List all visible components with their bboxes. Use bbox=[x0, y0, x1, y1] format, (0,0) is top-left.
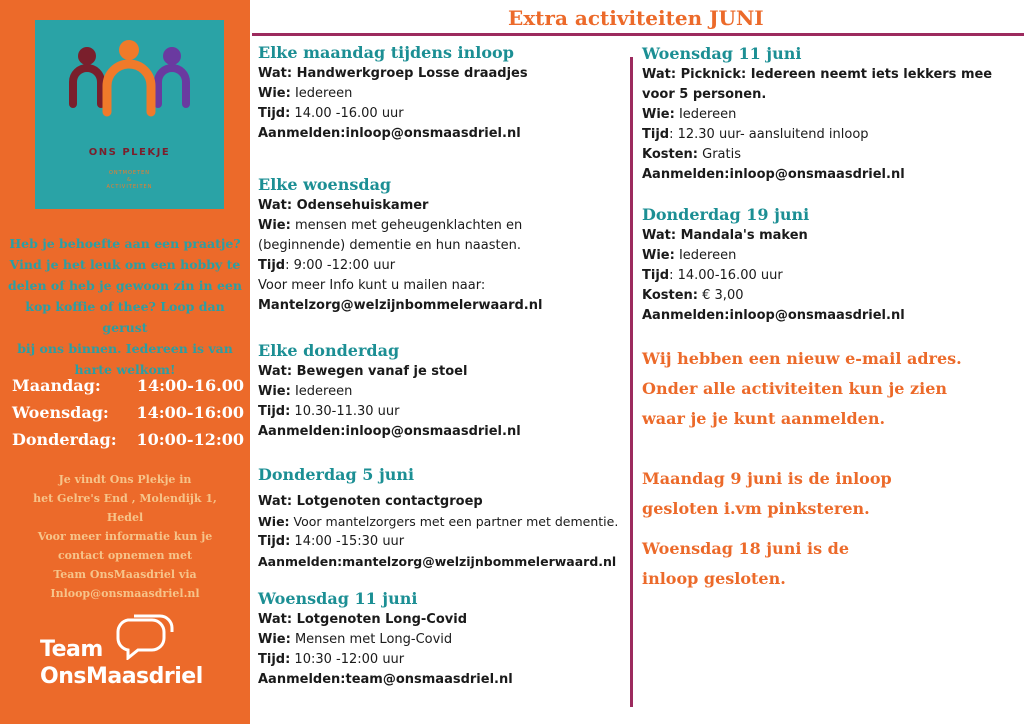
hours-time: 10:00-12:00 bbox=[136, 430, 244, 449]
notice-line: Maandag 9 juni is de inloop bbox=[642, 469, 892, 488]
intro-line: Heb je behoefte aan een praatje? bbox=[9, 236, 241, 251]
notice-line: waar je je kunt aanmelden. bbox=[642, 409, 886, 428]
activity-signup[interactable]: Aanmelden:team@onsmaasdriel.nl bbox=[258, 672, 513, 687]
activity-signup[interactable]: Aanmelden:inloop@onsmaasdriel.nl bbox=[642, 308, 905, 323]
activity-line: voor 5 personen. bbox=[642, 87, 767, 102]
activity-line: Wat: Bewegen vanaf je stoel bbox=[258, 364, 468, 379]
hours-time: 14:00-16.00 bbox=[136, 376, 244, 395]
logo-subtitle-3: ACTIVITEITEN bbox=[106, 184, 153, 190]
activity-line: (beginnende) dementie en hun naasten. bbox=[258, 238, 521, 253]
activity-line: Kosten: € 3,00 bbox=[642, 288, 744, 303]
activity-line: Wie: mensen met geheugenklachten en bbox=[258, 218, 523, 233]
activity-block-wednesday bbox=[258, 174, 542, 316]
activity-line: Wie: Voor mantelzorgers met een partner met dementie. bbox=[258, 514, 619, 529]
activity-signup[interactable]: Mantelzorg@welzijnbommelerwaard.nl bbox=[258, 298, 543, 313]
activity-block-june-11-covid bbox=[258, 588, 513, 690]
info-line: Hedel bbox=[106, 511, 144, 524]
activity-block-june-19 bbox=[642, 204, 905, 326]
activity-line: Tijd: 14.00-16.00 uur bbox=[642, 268, 783, 283]
info-line: Voor meer informatie kun je bbox=[37, 530, 213, 543]
activity-line: Wie: Iedereen bbox=[258, 86, 353, 101]
activity-line: Wie: Mensen met Long-Covid bbox=[258, 632, 453, 647]
notice-closed-june-18 bbox=[642, 534, 849, 594]
activity-heading: Woensdag 11 juni bbox=[642, 44, 802, 63]
notice-line: Wij hebben een nieuw e-mail adres. bbox=[642, 349, 962, 368]
intro-line: delen of heb je gewoon zin in een bbox=[8, 278, 242, 293]
people-icon bbox=[35, 20, 224, 140]
activity-block-june-11-picnic bbox=[642, 43, 992, 185]
notice-line: gesloten i.vm pinksteren. bbox=[642, 499, 870, 518]
team-logo-line: OnsMaasdriel bbox=[40, 664, 203, 689]
activity-line: Wie: Iedereen bbox=[642, 248, 737, 263]
activity-line: Tijd: 10.30-11.30 uur bbox=[258, 404, 400, 419]
page-title: Extra activiteiten JUNI bbox=[508, 6, 764, 30]
hours-time: 14:00-16:00 bbox=[136, 403, 244, 422]
notice-closed-june-9 bbox=[642, 464, 892, 524]
info-line: Team OnsMaasdriel via bbox=[53, 568, 197, 581]
notice-line: Woensdag 18 juni is de bbox=[642, 539, 850, 558]
intro-line: bij ons binnen. Iedereen is van bbox=[17, 341, 233, 356]
activity-line: Wie: Iedereen bbox=[642, 107, 737, 122]
info-line: Je vindt Ons Plekje in bbox=[58, 473, 192, 486]
activity-heading: Woensdag 11 juni bbox=[258, 589, 418, 608]
activity-line: Wie: Iedereen bbox=[258, 384, 353, 399]
hours-row bbox=[12, 426, 244, 453]
activity-block-thursday bbox=[258, 340, 521, 442]
hours-row bbox=[12, 372, 244, 399]
sidebar bbox=[0, 0, 250, 724]
activity-line: Wat: Picknick: Iedereen neemt iets lekkers mee bbox=[642, 67, 993, 82]
activity-heading: Elke woensdag bbox=[258, 175, 392, 194]
activity-line: Wat: Mandala's maken bbox=[642, 228, 808, 243]
info-line: contact opnemen met bbox=[57, 549, 193, 562]
activity-block-june-5 bbox=[258, 464, 618, 572]
info-line: het Gelre's End , Molendijk 1, bbox=[33, 492, 217, 505]
activity-heading: Elke donderdag bbox=[258, 341, 400, 360]
intro-text bbox=[6, 233, 244, 380]
activity-line: Tijd: 14:00 -15:30 uur bbox=[258, 534, 405, 549]
hours-day: Donderdag: bbox=[12, 430, 117, 449]
hours-day: Woensdag: bbox=[12, 403, 109, 422]
activity-line: Tijd: 14.00 -16.00 uur bbox=[258, 106, 404, 121]
logo-subtitle-2: & bbox=[127, 177, 132, 183]
notice-new-email bbox=[642, 344, 962, 434]
ons-plekje-logo bbox=[35, 20, 224, 209]
activity-line: Wat: Lotgenoten contactgroep bbox=[258, 494, 483, 509]
intro-line: Vind je het leuk om een hobby te bbox=[9, 257, 241, 272]
notice-line: inloop gesloten. bbox=[642, 569, 786, 588]
activity-line: Voor meer Info kunt u mailen naar: bbox=[258, 278, 486, 293]
logo-subtitle-1: ONTMOETEN bbox=[108, 170, 151, 176]
activity-line: Tijd: 12.30 uur- aansluitend inloop bbox=[642, 127, 869, 142]
activity-line: Tijd: 10:30 -12:00 uur bbox=[258, 652, 405, 667]
activity-line: Wat: Odensehuiskamer bbox=[258, 198, 429, 213]
contact-email[interactable]: Inloop@onsmaasdriel.nl bbox=[50, 587, 200, 600]
activity-signup[interactable]: Aanmelden:mantelzorg@welzijnbommelerwaard.nl bbox=[258, 554, 617, 569]
activity-heading: Elke maandag tijdens inloop bbox=[258, 43, 514, 62]
title-divider bbox=[252, 33, 1024, 36]
activity-line: Tijd: 9:00 -12:00 uur bbox=[258, 258, 396, 273]
activity-line: Kosten: Gratis bbox=[642, 147, 741, 162]
team-onsmaasdriel-logo bbox=[40, 612, 230, 692]
activity-heading: Donderdag 5 juni bbox=[258, 465, 415, 484]
hours-row bbox=[12, 399, 244, 426]
activity-block-monday bbox=[258, 42, 528, 144]
opening-hours bbox=[12, 372, 244, 453]
team-logo-line: Team bbox=[40, 637, 103, 662]
location-info bbox=[4, 470, 246, 603]
logo-title: ONS PLEKJE bbox=[88, 147, 171, 158]
column-divider bbox=[630, 57, 633, 707]
activity-line: Wat: Lotgenoten Long-Covid bbox=[258, 612, 468, 627]
notice-line: Onder alle activiteiten kun je zien bbox=[642, 379, 948, 398]
intro-line: harte welkom! bbox=[74, 362, 176, 377]
activity-line: Wat: Handwerkgroep Losse draadjes bbox=[258, 66, 528, 81]
speech-bubble-icon bbox=[112, 614, 174, 660]
activity-signup[interactable]: Aanmelden:inloop@onsmaasdriel.nl bbox=[258, 126, 521, 141]
hours-day: Maandag: bbox=[12, 376, 101, 395]
intro-line: kop koffie of thee? Loop dan gerust bbox=[25, 299, 225, 335]
activity-signup[interactable]: Aanmelden:inloop@onsmaasdriel.nl bbox=[258, 424, 521, 439]
activity-signup[interactable]: Aanmelden:inloop@onsmaasdriel.nl bbox=[642, 167, 905, 182]
activity-heading: Donderdag 19 juni bbox=[642, 205, 810, 224]
